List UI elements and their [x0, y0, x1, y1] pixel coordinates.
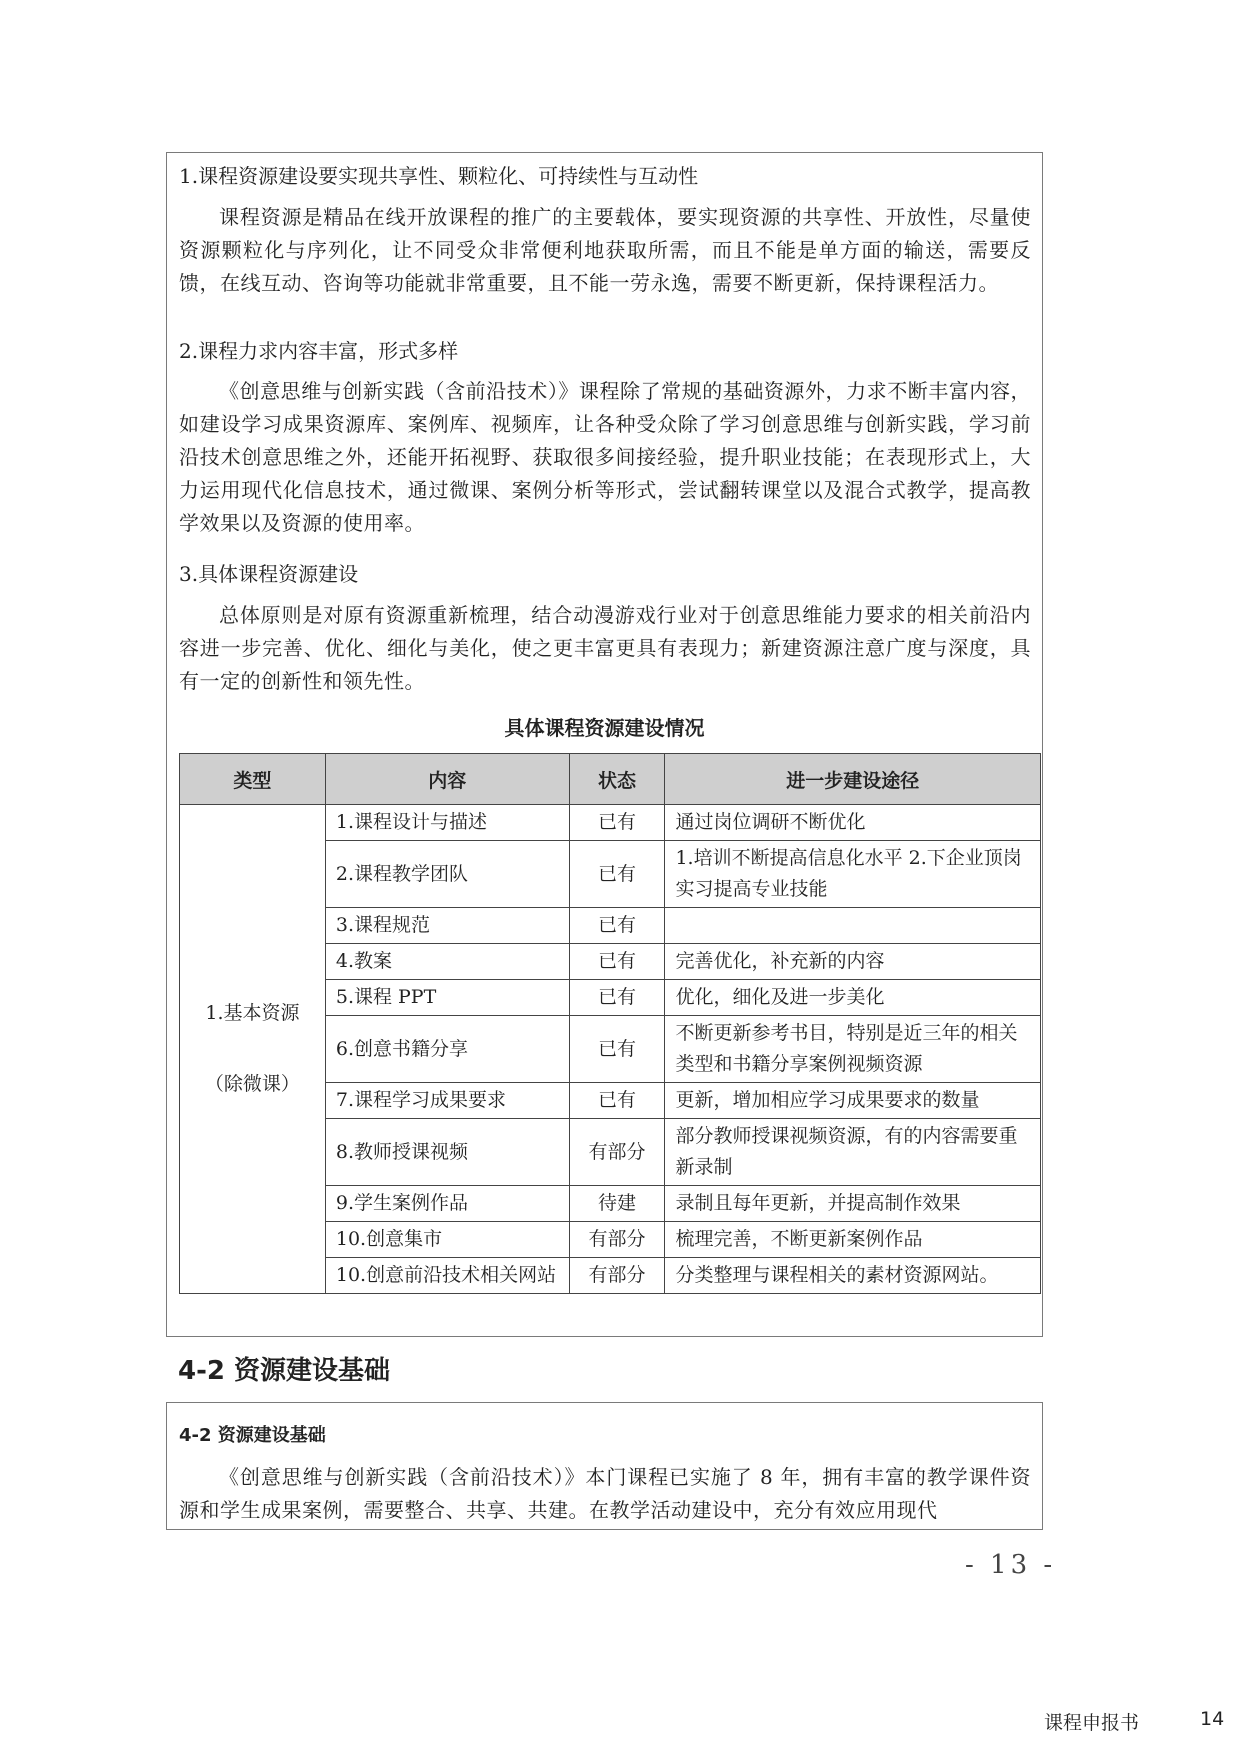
table-caption: 具体课程资源建设情况	[504, 716, 705, 740]
paragraph-3: 总体原则是对原有资源重新梳理，结合动漫游戏行业对于创意思维能力要求的相关前沿内容进一步完善、优化、细化与美化，使之更丰富更具有表现力；新建资源注意广度与深度，具有一定的创新性和领先性。	[179, 603, 1031, 693]
cell-content: 5.课程 PPT	[325, 980, 569, 1016]
category-line-1: 1.基本资源	[205, 1002, 300, 1024]
cell-status: 已有	[569, 1016, 665, 1083]
cell-content: 8.教师授课视频	[325, 1119, 569, 1186]
cell-content: 9.学生案例作品	[325, 1186, 569, 1222]
heading-2: 2.课程力求内容丰富，形式多样	[179, 339, 459, 363]
cell-status: 有部分	[569, 1119, 665, 1186]
cell-status: 已有	[569, 841, 665, 908]
header-type: 类型	[180, 754, 326, 805]
section-paragraph: 《创意思维与创新实践（含前沿技术）》本门课程已实施了 8 年，拥有丰富的教学课件资源和学生成果案例，需要整合、共享、共建。在教学活动建设中，充分有效应用现代	[179, 1465, 1031, 1522]
heading-3: 3.具体课程资源建设	[179, 562, 359, 586]
page-number: - 13 -	[965, 1550, 1057, 1580]
cell-status: 已有	[569, 908, 665, 944]
cell-content: 2.课程教学团队	[325, 841, 569, 908]
resource-table	[179, 753, 1041, 1294]
cell-status: 已有	[569, 805, 665, 841]
cell-status: 待建	[569, 1186, 665, 1222]
cell-content: 3.课程规范	[325, 908, 569, 944]
cell-content: 10.创意前沿技术相关网站	[325, 1258, 569, 1294]
cell-content: 6.创意书籍分享	[325, 1016, 569, 1083]
cell-path: 通过岗位调研不断优化	[665, 805, 1041, 841]
section-title: 4-2 资源建设基础	[178, 1356, 391, 1386]
section-box	[166, 1402, 1043, 1530]
cell-content: 1.课程设计与描述	[325, 805, 569, 841]
cell-path: 完善优化，补充新的内容	[665, 944, 1041, 980]
cell-path: 更新，增加相应学习成果要求的数量	[665, 1083, 1041, 1119]
table-row	[180, 805, 1041, 841]
cell-content: 4.教案	[325, 944, 569, 980]
header-status: 状态	[569, 754, 665, 805]
paragraph-2: 《创意思维与创新实践（含前沿技术）》课程除了常规的基础资源外，力求不断丰富内容，如建设学习成果资源库、案例库、视频库，让各种受众除了学习创意思维与创新实践，学习前沿技术创意思维之外，还能开拓视野、获取很多间接经验，提升职业技能；在表现形式上，大力运用现代化信息技术，通过微课、案例分析等形式，尝试翻转课堂以及混合式教学，提高教学效果以及资源的使用率。	[179, 379, 1031, 535]
cell-path: 梳理完善，不断更新案例作品	[665, 1222, 1041, 1258]
cell-status: 已有	[569, 980, 665, 1016]
category-cell	[180, 805, 326, 1294]
cell-status: 有部分	[569, 1258, 665, 1294]
table-header-row	[180, 754, 1041, 805]
cell-path: 优化，细化及进一步美化	[665, 980, 1041, 1016]
cell-content: 7.课程学习成果要求	[325, 1083, 569, 1119]
cell-path: 1.培训不断提高信息化水平 2.下企业顶岗实习提高专业技能	[665, 841, 1041, 908]
header-content: 内容	[325, 754, 569, 805]
cell-status: 有部分	[569, 1222, 665, 1258]
paragraph-1: 课程资源是精品在线开放课程的推广的主要载体，要实现资源的共享性、开放性，尽量使资源颗粒化与序列化，让不同受众非常便利地获取所需，而且不能是单方面的输送，需要反馈，在线互动、咨询等功能就非常重要，且不能一劳永逸，需要不断更新，保持课程活力。	[179, 205, 1031, 295]
cell-path: 部分教师授课视频资源，有的内容需要重新录制	[665, 1119, 1041, 1186]
footer-title: 课程申报书	[1044, 1712, 1140, 1734]
cell-status: 已有	[569, 1083, 665, 1119]
header-path: 进一步建设途径	[665, 754, 1041, 805]
cell-content: 10.创意集市	[325, 1222, 569, 1258]
heading-1: 1.课程资源建设要实现共享性、颗粒化、可持续性与互动性	[179, 164, 699, 188]
cell-path: 不断更新参考书目，特别是近三年的相关类型和书籍分享案例视频资源	[665, 1016, 1041, 1083]
cell-status: 已有	[569, 944, 665, 980]
cell-path	[665, 908, 1041, 944]
category-line-2: （除微课）	[204, 1073, 300, 1095]
footer-page-number: 14	[1200, 1708, 1225, 1730]
cell-path: 录制且每年更新，并提高制作效果	[665, 1186, 1041, 1222]
content-box	[166, 152, 1043, 1337]
cell-path: 分类整理与课程相关的素材资源网站。	[665, 1258, 1041, 1294]
section-box-heading: 4-2 资源建设基础	[179, 1425, 326, 1446]
